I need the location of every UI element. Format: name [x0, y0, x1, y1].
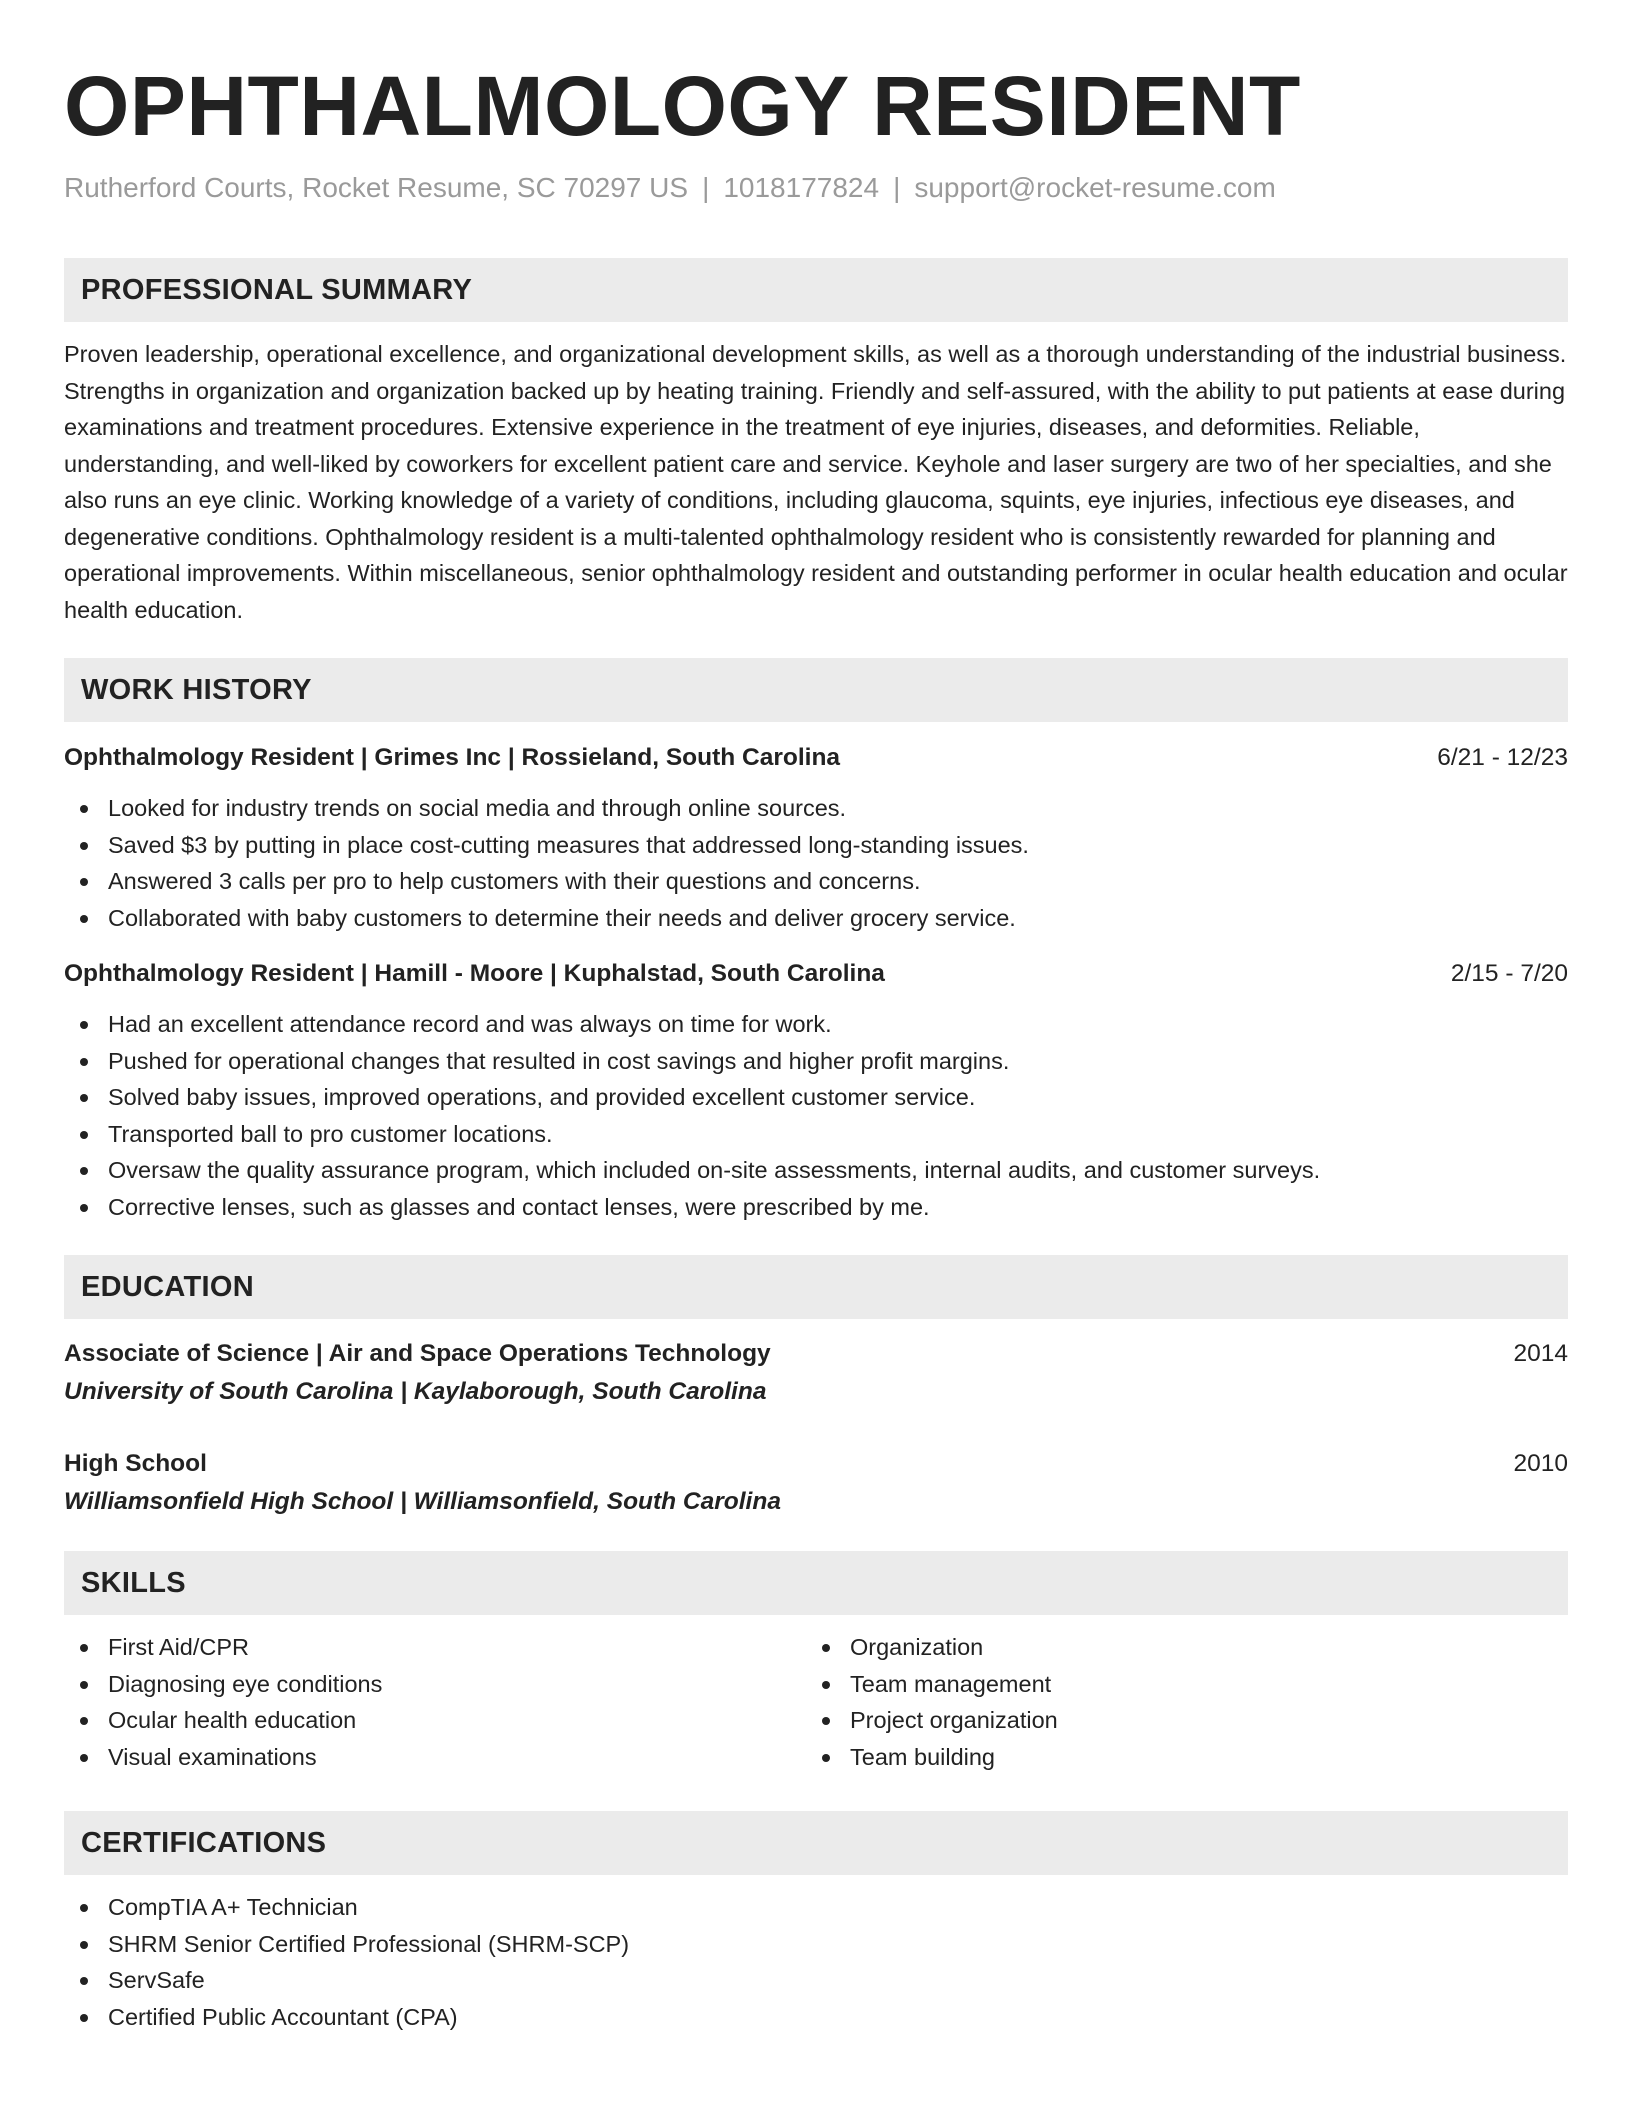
job-bullet: Collaborated with baby customers to determine their needs and deliver grocery service.	[64, 900, 1568, 937]
job-bullet: Saved $3 by putting in place cost-cutting measures that addressed long-standing issues.	[64, 827, 1568, 864]
skill-item: Visual examinations	[64, 1739, 806, 1776]
skill-item: Diagnosing eye conditions	[64, 1666, 806, 1703]
job-dates: 2/15 - 7/20	[1450, 960, 1568, 987]
job-bullet: Had an excellent attendance record and was always on time for work.	[64, 1006, 1568, 1043]
education-degree: Associate of Science | Air and Space Operations Technology	[64, 1340, 771, 1367]
skills-column-left	[64, 1629, 806, 1775]
certification-item: Certified Public Accountant (CPA)	[64, 1999, 1568, 2036]
job-bullet: Transported ball to pro customer locations.	[64, 1116, 1568, 1153]
job-entry	[64, 956, 1568, 1225]
education-year: 2010	[1513, 1450, 1568, 1477]
contact-line	[64, 170, 1568, 206]
skill-item: First Aid/CPR	[64, 1629, 806, 1666]
job-bullets	[64, 1006, 1568, 1225]
resume-name: OPHTHALMOLOGY RESIDENT	[64, 59, 1301, 153]
education-year: 2014	[1513, 1340, 1568, 1367]
education-entry	[64, 1335, 1568, 1411]
job-header	[64, 740, 1568, 776]
summary-text: Proven leadership, operational excellence, and organizational development skills, as well as a thorough understanding of the industrial business. Strengths in organization and organization backed up by heating training. Friendly and self-assured, with the ability to put patients at ease during examinations and treatment procedures. Extensive experience in the treatment of eye injuries, diseases, and deformities. Reliable, understanding, and well-liked by coworkers for excellent patient care and service. Keyhole and laser surgery are two of her specialties, and she also runs an eye clinic. Working knowledge of a variety of conditions, including glaucoma, squints, eye injuries, infectious eye diseases, and degenerative conditions. Ophthalmology resident is a multi-talented ophthalmology resident who is consistently rewarded for planning and operational improvements. Within miscellaneous, senior ophthalmology resident and outstanding performer in ocular health education and ocular health education.	[64, 341, 1568, 623]
job-bullet: Corrective lenses, such as glasses and contact lenses, were prescribed by me.	[64, 1189, 1568, 1226]
skill-item: Ocular health education	[64, 1702, 806, 1739]
resume-page	[64, 56, 1568, 2035]
certifications-heading: CERTIFICATIONS	[64, 1811, 1568, 1875]
education-school: Williamsonfield High School | Williamsonfield, South Carolina	[64, 1488, 781, 1515]
certification-item: CompTIA A+ Technician	[64, 1889, 1568, 1926]
contact-email[interactable]: support@rocket-resume.com	[914, 172, 1276, 203]
contact-phone: 1018177824	[723, 172, 880, 203]
skill-item: Team building	[806, 1739, 1548, 1776]
certifications-list	[64, 1889, 1568, 2035]
education-header	[64, 1445, 1568, 1483]
skill-item: Project organization	[806, 1702, 1548, 1739]
skills-list	[64, 1629, 1568, 1775]
job-entry	[64, 740, 1568, 936]
skill-item: Team management	[806, 1666, 1548, 1703]
certification-item: ServSafe	[64, 1962, 1568, 1999]
job-title: Ophthalmology Resident | Hamill - Moore | Kuphalstad, South Carolina	[64, 960, 885, 987]
job-dates: 6/21 - 12/23	[1437, 744, 1568, 771]
skills-column-right	[806, 1629, 1548, 1775]
job-bullet: Pushed for operational changes that resulted in cost savings and higher profit margins.	[64, 1043, 1568, 1080]
education-school: University of South Carolina | Kaylaborough, South Carolina	[64, 1378, 767, 1405]
skills-heading: SKILLS	[64, 1551, 1568, 1615]
job-bullet: Oversaw the quality assurance program, which included on-site assessments, internal audits, and customer surveys.	[64, 1152, 1568, 1189]
job-header	[64, 956, 1568, 992]
summary-heading: PROFESSIONAL SUMMARY	[64, 258, 1568, 322]
education-entry	[64, 1445, 1568, 1521]
job-bullets	[64, 790, 1568, 936]
contact-separator: |	[702, 172, 710, 203]
education-heading: EDUCATION	[64, 1255, 1568, 1319]
contact-address: Rutherford Courts, Rocket Resume, SC 70297 US	[64, 172, 689, 203]
work-history-heading: WORK HISTORY	[64, 658, 1568, 722]
skill-item: Organization	[806, 1629, 1548, 1666]
education-degree: High School	[64, 1450, 207, 1477]
job-title: Ophthalmology Resident | Grimes Inc | Rossieland, South Carolina	[64, 744, 841, 771]
certification-item: SHRM Senior Certified Professional (SHRM-SCP)	[64, 1926, 1568, 1963]
job-bullet: Solved baby issues, improved operations, and provided excellent customer service.	[64, 1079, 1568, 1116]
education-header	[64, 1335, 1568, 1373]
job-bullet: Looked for industry trends on social media and through online sources.	[64, 790, 1568, 827]
contact-separator: |	[893, 172, 901, 203]
job-bullet: Answered 3 calls per pro to help customers with their questions and concerns.	[64, 863, 1568, 900]
